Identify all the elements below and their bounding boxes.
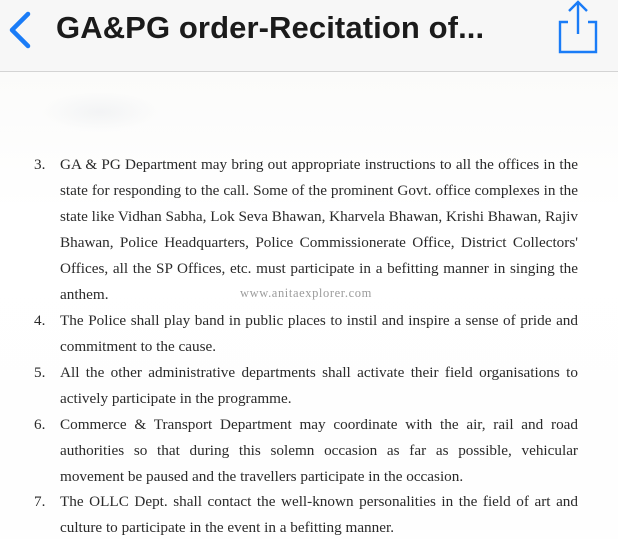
clause-text: The OLLC Dept. shall contact the well-known personalities in the field of art and culture to participate in the event in a befitting manner. bbox=[60, 493, 578, 536]
clause-number: 4. bbox=[34, 312, 46, 329]
document-viewer[interactable] bbox=[0, 72, 618, 539]
share-icon bbox=[556, 0, 600, 56]
back-button[interactable] bbox=[4, 8, 40, 52]
clause-number: 5. bbox=[34, 364, 46, 381]
clause-number: 7. bbox=[34, 493, 46, 510]
clause-text: GA & PG Department may bring out appropriate instructions to all the offices in the state for responding to the call. Some of the prominent Govt. office complexes in the state like Vidhan Sabha, Lok Seva Bhawan, Kharvela Bhawan, Krishi Bhawan, Rajiv Bhawan, Police Headquarters, Police Commissionerate Office, District Collectors' Offices, all the SP Offices, etc. must participate in a befitting manner in singing the anthem. bbox=[60, 156, 579, 303]
share-button[interactable] bbox=[556, 0, 600, 56]
watermark: www.anitaexplorer.com bbox=[240, 286, 372, 300]
clause-number: 6. bbox=[34, 416, 46, 433]
clause-number: 3. bbox=[34, 156, 46, 173]
clause-text: Commerce & Transport Department may coordinate with the air, rail and road authorities so that during this solemn occasion as far as possible, vehicular movement be paused and the travellers participate in the occasion. bbox=[60, 416, 578, 485]
chevron-left-icon bbox=[4, 8, 40, 52]
navigation-bar bbox=[0, 0, 618, 72]
scan-smudge bbox=[40, 92, 160, 132]
clause-text: The Police shall play band in public places to instil and inspire a sense of pride and commitment to the cause. bbox=[60, 312, 578, 355]
clause-text: All the other administrative departments shall activate their field organisations to actively participate in the programme. bbox=[60, 364, 578, 407]
document-title: GA&PG order-Recitation of... bbox=[56, 10, 485, 45]
